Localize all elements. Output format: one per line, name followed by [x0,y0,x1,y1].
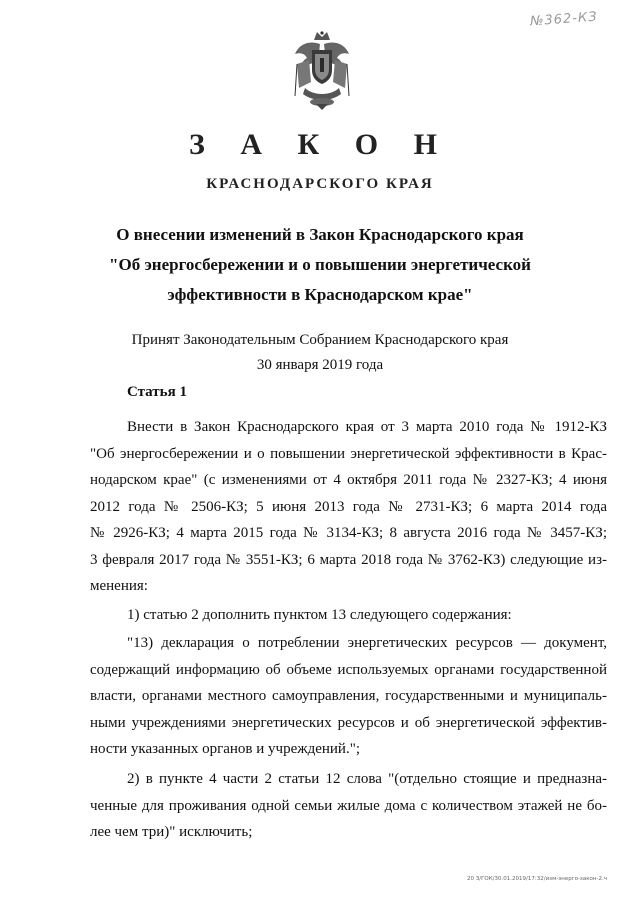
text-line: ченные для проживания одной семьи жилые дома с количеством этажей не бо- [90,797,607,814]
text-line: власти, органами местного самоуправления, государственными и муниципаль- [90,688,607,704]
text-line: лее чем три)" исключить; [90,824,253,840]
text-line: ности указанных органов и учреждений."; [90,741,360,757]
article-intro-paragraph [90,414,607,600]
heading-line: О внесении изменений в Закон Краснодарского края [116,225,524,244]
text-line: 3 февраля 2017 года № 3551-КЗ; 6 марта 2018 года № 3762-КЗ) следующие из- [90,551,607,568]
text-line: менения: [90,578,148,594]
heading-line: "Об энергосбережении и о повышении энергетической [109,255,531,274]
law-heading [0,220,640,310]
text-line: 1) статью 2 дополнить пунктом 13 следующего содержания: [127,607,512,623]
text-line: № 2926-КЗ; 4 марта 2015 года № 3134-КЗ; 8 августа 2016 года № 3457-КЗ; [90,525,607,541]
text-line: 2012 года № 2506-КЗ; 5 июня 2013 года № 2731-КЗ; 6 марта 2014 года [90,498,607,515]
text-line: Внести в Закон Краснодарского края от 3 марта 2010 года № 1912-КЗ [127,419,607,435]
text-line: ными учреждениями энергетических ресурсов и об энергетической эффектив- [90,714,607,731]
text-line: нодарском крае" (с изменениями от 4 октября 2011 года № 2327-КЗ; 4 июня [90,472,607,488]
coat-of-arms-icon [287,30,357,110]
footer-file-path: 20 З/ГОК/30.01.2019/17:32/изм-энерго-закон-2.ч [466,876,607,882]
text-line: 2) в пункте 4 части 2 статьи 12 слова "(отдельно стоящие и предназна- [127,771,607,787]
adoption-date: 30 января 2019 года [256,357,384,373]
item-1-paragraph [90,602,607,629]
adoption-body: Принят Законодательным Собранием Краснодарского края [131,332,509,348]
article-title: Статья 1 [127,384,187,400]
adoption-note [0,328,640,378]
text-line: "13) декларация о потреблении энергетических ресурсов — документ, [127,635,607,651]
text-line: содержащий информацию об объеме используемых органами государственной [90,661,607,678]
text-line: "Об энергосбережении и о повышении энергетической эффективности в Крас- [90,445,607,462]
item-1-quote-paragraph [90,630,607,763]
law-title: З А К О Н [189,128,451,161]
region-name: КРАСНОДАРСКОГО КРАЯ [206,176,434,192]
heading-line: эффективности в Краснодарском крае" [167,285,473,304]
item-2-paragraph [90,766,607,846]
handwritten-registration-mark: №362-КЗ [529,9,599,30]
